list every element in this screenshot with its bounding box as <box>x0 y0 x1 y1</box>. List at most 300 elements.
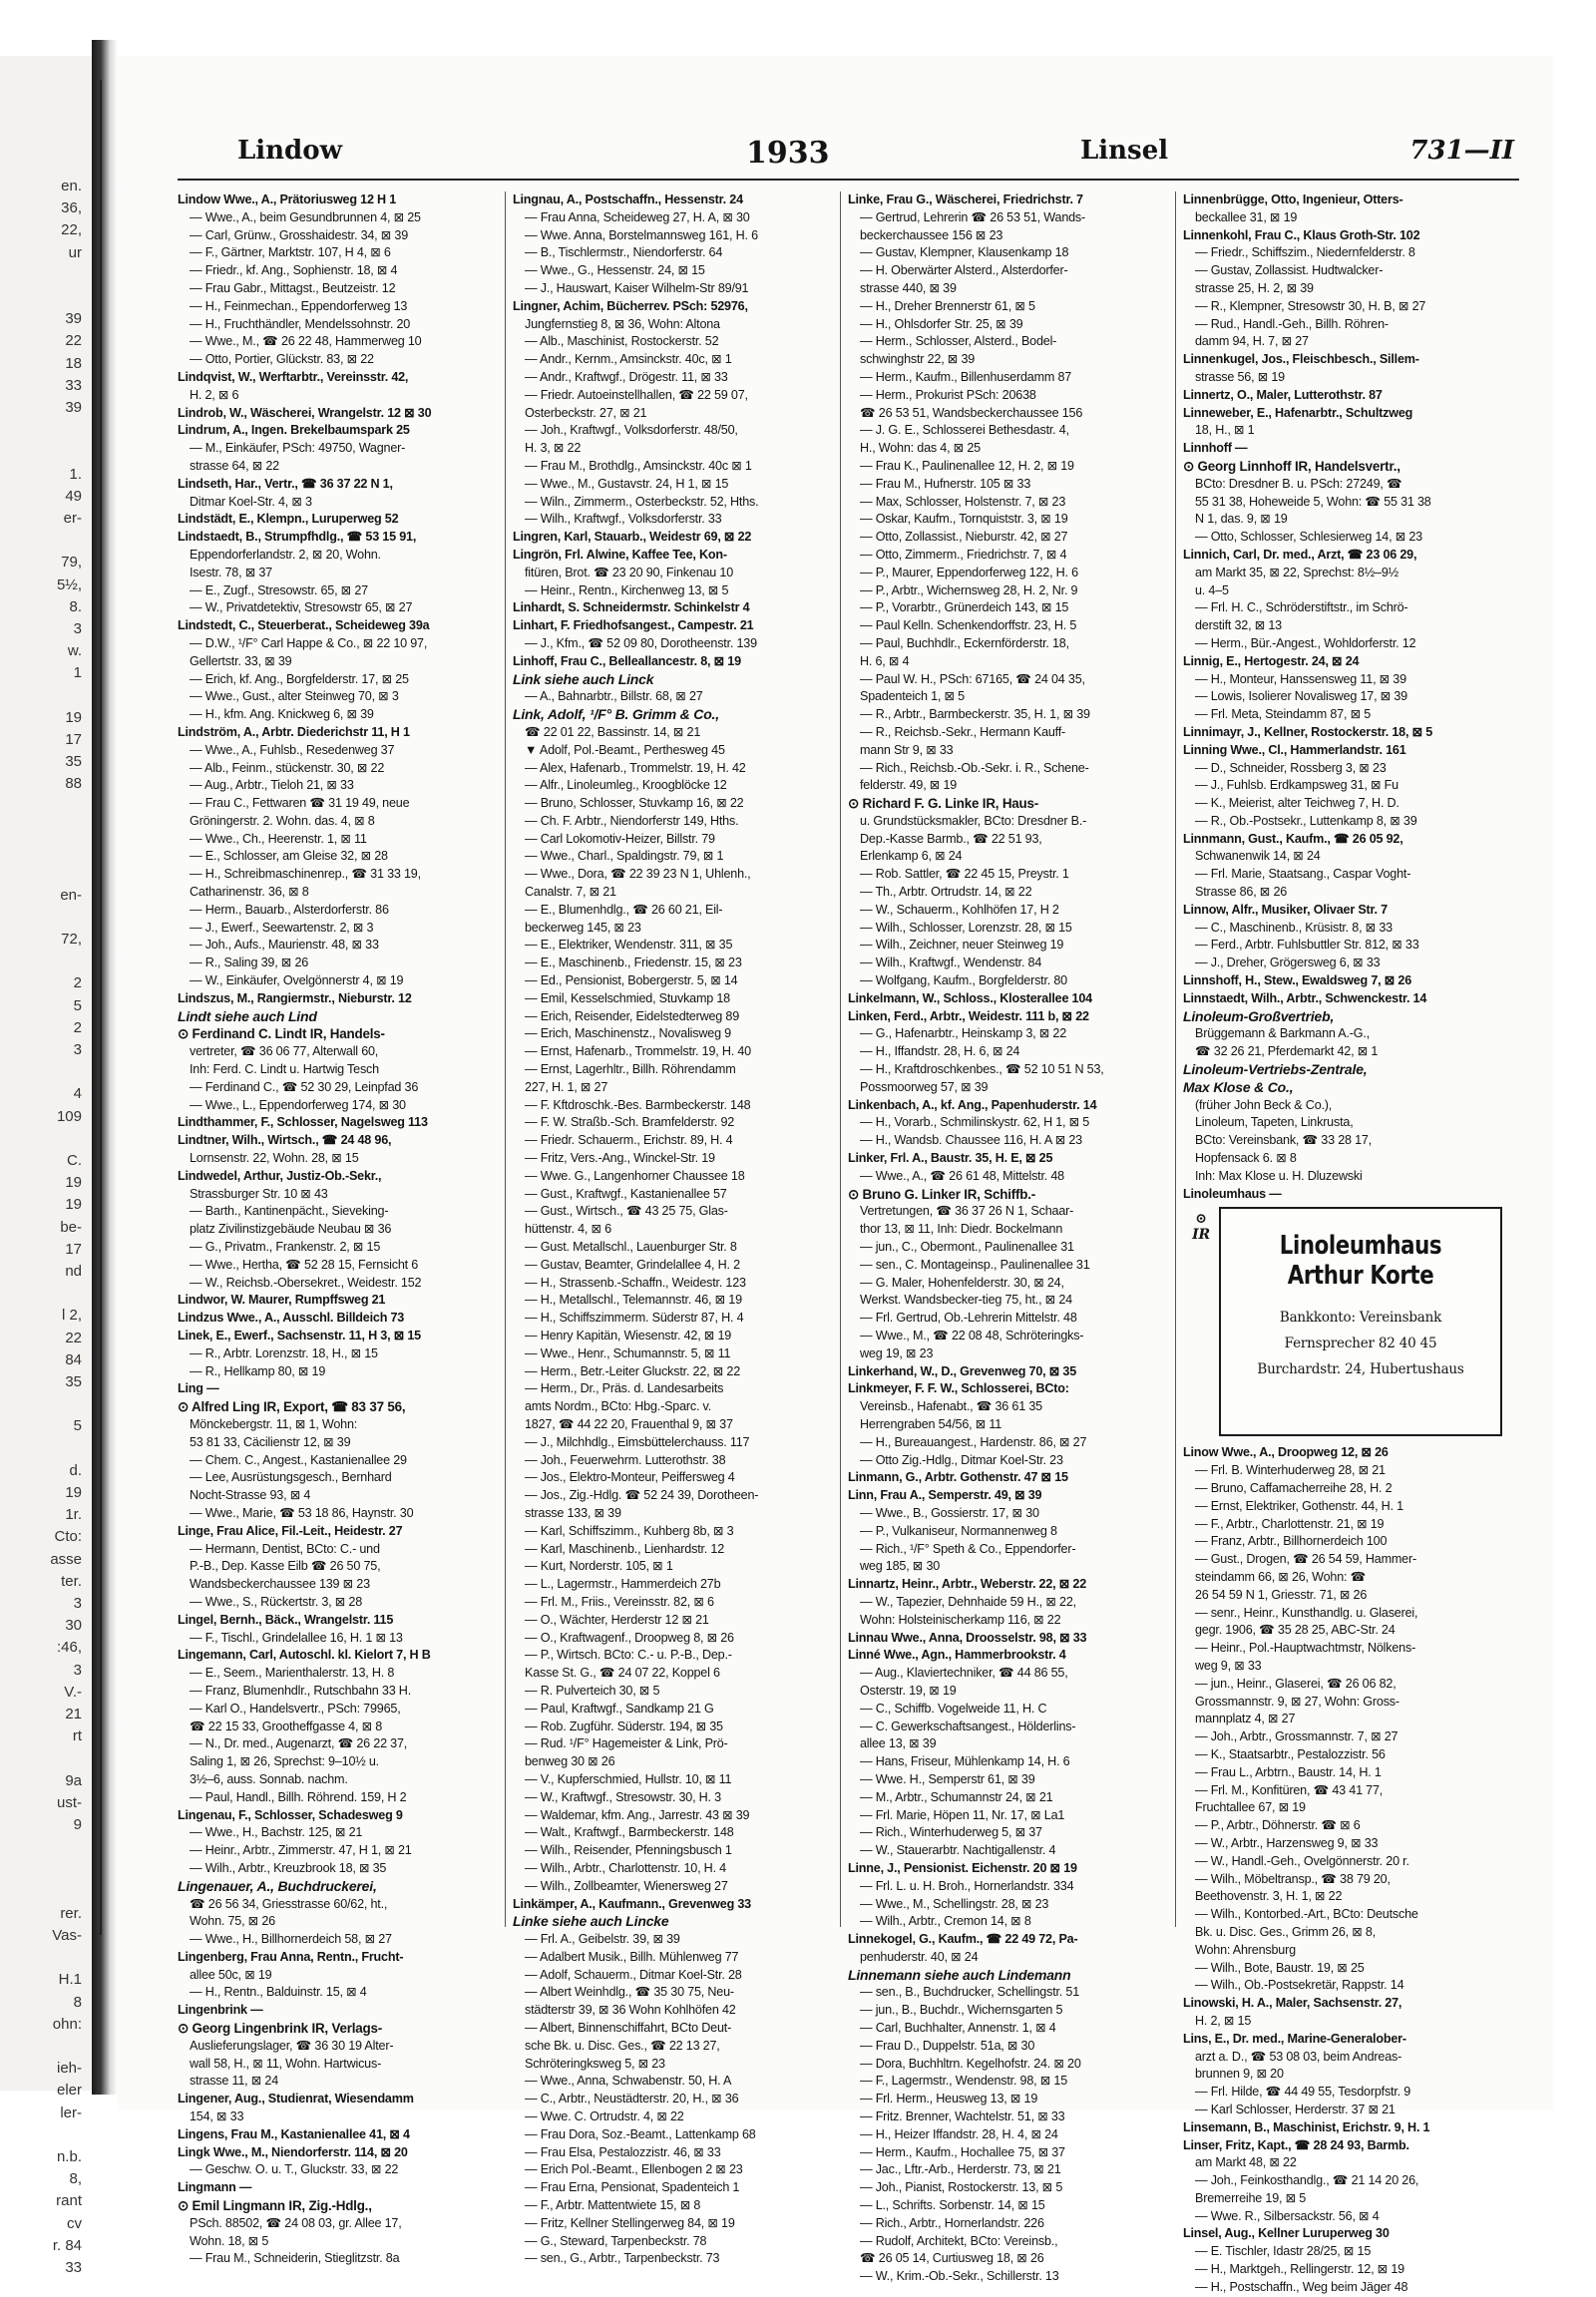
listing-continuation: — J., Milchhdlg., Eimsbüttelerchauss. 117 <box>525 1434 750 1449</box>
listing-continuation: — Rob. Zugführ. Süderstr. 194, ⊠ 35 <box>525 1719 723 1733</box>
listing-entry: Lingrön, Frl. Alwine, Kaffee Tee, Kon- <box>513 547 727 562</box>
fragment-line: en. <box>61 178 82 194</box>
page-number: 731—II <box>1409 136 1514 166</box>
listing-continuation: — Frl. L. u. H. Broh., Hornerlandstr. 334 <box>860 1878 1074 1893</box>
listing-entry: Lingenauer, A., Buchdruckerei, <box>178 1877 377 1894</box>
fragment-line: 17 <box>65 1240 82 1258</box>
listing-continuation: — Herm., Betr.-Leiter Gluckstr. 22, ⊠ 22 <box>525 1363 741 1378</box>
fragment-line: C. <box>67 1151 82 1169</box>
listing-continuation: — J., Kfm., ☎ 52 09 80, Dorotheenstr. 139 <box>525 635 757 650</box>
listing-entry: Linnshoff, H., Stew., Ewaldsweg 7, ⊠ 26 <box>1183 973 1412 988</box>
listing-continuation: amts Nordm., BCto: Hbg.-Sparc. v. <box>525 1399 712 1414</box>
listing-continuation: — W., Einkäufer, Ovelgönnerstr 4, ⊠ 19 <box>190 973 404 988</box>
listing-entry: Lindwor, W. Maurer, Rumpffsweg 21 <box>178 1293 386 1308</box>
listing-continuation: Vertretungen, ☎ 36 37 26 N 1, Schaar- <box>860 1204 1074 1219</box>
listing-continuation: — Henry Kapitän, Wiesenstr. 42, ⊠ 19 <box>525 1329 732 1342</box>
fragment-line: :46, <box>56 1639 82 1657</box>
listing-continuation: vertreter, ☎ 36 06 77, Alterwall 60, <box>190 1044 379 1059</box>
listing-continuation: — R., Saling 39, ⊠ 26 <box>190 956 309 970</box>
listing-continuation: u. 4–5 <box>1195 582 1229 597</box>
fragment-line: rant <box>56 2192 82 2210</box>
listing-continuation: ☎ 26 56 34, Griesstrasse 60/62, ht., <box>190 1896 388 1911</box>
listing-entry: Linnimayr, J., Kellner, Rostockerstr. 18, ⊠ 5 <box>1183 724 1433 739</box>
listing-continuation: — Frl. B. Winterhuderweg 28, ⊠ 21 <box>1195 1463 1386 1478</box>
listing-continuation: — Joh., Feinkosthandlg., ☎ 21 14 20 26, <box>1195 2173 1419 2188</box>
listing-continuation: Kasse St. G., ☎ 24 07 22, Koppel 6 <box>525 1666 720 1681</box>
listing-entry: Linsemann, B., Maschinist, Erichstr. 9, H. 1 <box>1183 2119 1430 2134</box>
listing-entry: Linoleum-Großvertrieb, <box>1183 1007 1335 1024</box>
listing-continuation: — P., Wirtsch. BCto: C.- u. P.-B., Dep.- <box>525 1648 732 1663</box>
listing-continuation: H. 2, ⊠ 6 <box>190 387 239 402</box>
listing-continuation: — Gustav, Beamter, Grindelallee 4, H. 2 <box>525 1257 740 1272</box>
listing-continuation: — Frau Erna, Pensionat, Spadenteich 1 <box>525 2180 740 2195</box>
listing-continuation: — Paul, Buchhdlr., Eckernförderstr. 18, <box>860 635 1069 650</box>
listing-continuation: — Friedr., kf. Ang., Sophienstr. 18, ⊠ 4 <box>190 263 398 278</box>
listing-continuation: fitüren, Brot. ☎ 23 20 90, Finkenau 10 <box>525 565 734 579</box>
listing-entry: Lindqvist, W., Werftarbtr., Vereinsstr. 42, <box>178 369 409 384</box>
fragment-line: 33 <box>65 2259 82 2277</box>
listing-continuation: — Wilh., Schlosser, Lorenzstr. 28, ⊠ 15 <box>860 920 1072 935</box>
listing-continuation: — W., Krim.-Ob.-Sekr., Schillerstr. 13 <box>860 2269 1059 2284</box>
fragment-line: 9 <box>73 1816 82 1834</box>
listing-continuation: Inh: Ferd. C. Lindt u. Hartwig Tesch <box>190 1062 379 1077</box>
directory-column-4 <box>1183 191 1504 2297</box>
listing-continuation: — Friedr. Autoeinstellhallen, ☎ 22 59 07, <box>525 387 748 402</box>
listing-continuation: — Rich., ¹/F° Speth & Co., Eppendorfer- <box>860 1541 1076 1556</box>
listing-continuation: — Heinr., Pol.-Hauptwachtmstr, Nölkens- <box>1195 1641 1416 1656</box>
listing-entry: Lingener, Aug., Studienrat, Wiesendamm <box>178 2092 414 2106</box>
listing-continuation: Mönckebergstr. 11, ⊠ 1, Wohn: <box>190 1416 358 1431</box>
listing-entry: Linker, Frl. A., Baustr. 35, H. E, ⊠ 25 <box>848 1151 1053 1166</box>
book-gutter <box>92 40 118 2095</box>
listing-continuation: — H., Feinmechan., Eppendorferweg 13 <box>190 298 408 313</box>
listing-continuation: — F., Gärtner, Marktstr. 107, H 4, ⊠ 6 <box>190 245 391 260</box>
fragment-line: 5½, <box>56 575 82 593</box>
listing-continuation: — E., Maschinenb., Friedenstr. 15, ⊠ 23 <box>525 956 742 970</box>
listing-continuation: — J., Dreher, Grögersweg 6, ⊠ 33 <box>1195 956 1381 970</box>
listing-continuation: Saling 1, ⊠ 26, Sprechst: 9–10½ u. <box>190 1754 379 1769</box>
fragment-line: 88 <box>65 775 82 793</box>
listing-entry: Linhardt, S. Schneidermstr. Schinkelstr 4 <box>513 600 750 615</box>
fragment-line <box>0 862 86 884</box>
previous-page-fragment <box>0 56 92 2277</box>
fragment-line <box>0 419 86 441</box>
listing-entry: Lindtner, Wilh., Wirtsch., ☎ 24 48 96, <box>178 1133 392 1148</box>
listing-continuation: Schröteringksweg 5, ⊠ 23 <box>525 2056 665 2071</box>
listing-continuation: Bk. u. Disc. Ges., Grimm 26, ⊠ 8, <box>1195 1924 1377 1939</box>
fragment-line <box>0 1283 86 1305</box>
listing-entry: Linkerhand, W., D., Grevenweg 70, ⊠ 35 <box>848 1363 1077 1378</box>
listing-continuation: — Carl, Grünw., Grosshaidestr. 34, ⊠ 39 <box>190 227 409 242</box>
listing-continuation: — Wilh., Zollbeamter, Wienersweg 27 <box>525 1878 728 1893</box>
listing-entry: Linnertz, O., Maler, Lutterothstr. 87 <box>1183 387 1383 402</box>
listing-continuation: beckerchaussee 156 ⊠ 23 <box>860 227 1003 242</box>
listing-continuation: — L., Lagermstr., Hammerdeich 27b <box>525 1577 721 1592</box>
listing-continuation: — H., kfm. Ang. Knickweg 6, ⊠ 39 <box>190 707 374 722</box>
listing-continuation: — Barth., Kantinenpächt., Sieveking- <box>190 1204 389 1219</box>
listing-continuation: H. 3, ⊠ 22 <box>525 441 582 456</box>
fragment-line: 109 <box>56 1107 82 1125</box>
fragment-line: ust- <box>56 1793 82 1811</box>
firm-listing: ⊙ Alfred Ling IR, Export, ☎ 83 37 56, <box>178 1399 406 1415</box>
fragment-line <box>0 1947 86 1969</box>
listing-continuation: — Wwe., Hertha, ☎ 52 28 15, Fernsicht 6 <box>190 1257 419 1272</box>
listing-continuation: — Frau M., Hufnerstr. 105 ⊠ 33 <box>860 476 1031 491</box>
fragment-line: be- <box>60 1218 82 1236</box>
listing-entry: Max Klose & Co., <box>1183 1078 1294 1095</box>
listing-continuation: — Herm., Schlosser, Alsterd., Bodel- <box>860 334 1057 349</box>
listing-continuation: — Hans, Friseur, Mühlenkamp 14, H. 6 <box>860 1754 1070 1769</box>
listing-continuation: Werkst. Wandsbecker-tieg 75, ht., ⊠ 24 <box>860 1293 1072 1308</box>
listing-continuation: — Erich Pol.-Beamt., Ellenbogen 2 ⊠ 23 <box>525 2162 743 2177</box>
listing-entry: Linnhoff — <box>1183 441 1248 456</box>
fragment-line: 5 <box>73 996 82 1014</box>
fragment-line: ler- <box>60 2104 82 2121</box>
fragment-line: 1r. <box>65 1506 82 1524</box>
fragment-line: d. <box>69 1461 82 1479</box>
fragment-line: ter. <box>61 1572 82 1590</box>
page-header <box>168 136 1514 176</box>
listing-continuation: — Wilh., Kraftwgf., Wendenstr. 84 <box>860 956 1042 970</box>
listing-continuation: 1827, ☎ 44 22 20, Frauenthal 9, ⊠ 37 <box>525 1416 733 1431</box>
listing-continuation: Dep.-Kasse Barmb., ☎ 22 51 93, <box>860 831 1042 846</box>
fragment-line <box>0 1128 86 1150</box>
fragment-line: 49 <box>65 487 82 505</box>
listing-continuation: — C., Arbtr., Neustädterstr. 20, H., ⊠ 36 <box>525 2092 739 2106</box>
listing-continuation: — Frl. Herm., Heusweg 13, ⊠ 19 <box>860 2092 1038 2106</box>
listing-continuation: — V., Kupferschmied, Hullstr. 10, ⊠ 11 <box>525 1771 732 1786</box>
fragment-line: 2 <box>73 1018 82 1036</box>
listing-continuation: Fruchtallee 67, ⊠ 19 <box>1195 1800 1306 1815</box>
fragment-line <box>0 840 86 862</box>
listing-entry: Lins, E., Dr. med., Marine-Generalober- <box>1183 2031 1406 2046</box>
listing-entry: Linken, Ferd., Arbtr., Weidestr. 111 b, ⊠ 22 <box>848 1008 1089 1023</box>
listing-entry: Linnmann, Gust., Kaufm., ☎ 26 05 92, <box>1183 831 1403 846</box>
listing-continuation: — Frau M., Schneiderin, Stieglitzstr. 8a <box>190 2251 400 2266</box>
listing-continuation: — Gust., Wirtsch., ☎ 43 25 75, Glas- <box>525 1204 728 1219</box>
listing-continuation: — Heinr., Rentn., Kirchenweg 13, ⊠ 5 <box>525 582 729 597</box>
listing-continuation: — Wwe., B., Gossierstr. 17, ⊠ 30 <box>860 1505 1039 1520</box>
fragment-line: 21 <box>65 1706 82 1723</box>
listing-continuation: — Karl, Schiffszimm., Kuhberg 8b, ⊠ 3 <box>525 1523 734 1538</box>
listing-continuation: — jun., Heinr., Glaserei, ☎ 26 06 82, <box>1195 1676 1396 1691</box>
listing-continuation: — W., Schauerm., Kohlhöfen 17, H 2 <box>860 902 1059 917</box>
listing-continuation: mann Str 9, ⊠ 33 <box>860 742 954 757</box>
listing-continuation: — Joh., Feuerwehrm. Lutterothstr. 38 <box>525 1452 726 1467</box>
listing-continuation: — Frau M., Brothdlg., Amsinckstr. 40c ⊠ 1 <box>525 458 752 473</box>
listing-entry: Lindwedel, Arthur, Justiz-Ob.-Sekr., <box>178 1168 382 1183</box>
listing-continuation: — P., Vorarbtr., Grünerdeich 143, ⊠ 15 <box>860 600 1069 615</box>
listing-entry: Lingk Wwe., M., Niendorferstr. 114, ⊠ 20 <box>178 2144 408 2159</box>
listing-continuation: — Jac., Lftr.-Arb., Herderstr. 73, ⊠ 21 <box>860 2162 1061 2177</box>
listing-entry: Linné Wwe., Agn., Hammerbrookstr. 4 <box>848 1648 1066 1663</box>
listing-continuation: — Frau D., Duppelstr. 51a, ⊠ 30 <box>860 2038 1035 2053</box>
listing-continuation: — senr., Heinr., Kunsthandlg. u. Glaserei, <box>1195 1605 1418 1620</box>
listing-continuation: — J., Ewerf., Seewartenstr. 2, ⊠ 3 <box>190 920 374 935</box>
listing-continuation: — W., Stauerarbtr. Nachtigallenstr. 4 <box>860 1843 1056 1858</box>
listing-entry: Lindseth, Har., Vertr., ☎ 36 37 22 N 1, <box>178 476 393 491</box>
listing-continuation: — Fritz. Brenner, Wachtelstr. 51, ⊠ 33 <box>860 2109 1065 2124</box>
listing-continuation: beckallee 31, ⊠ 19 <box>1195 209 1298 224</box>
listing-continuation: — Wilh., Arbtr., Kreuzbrook 18, ⊠ 35 <box>190 1860 387 1875</box>
fragment-line: 3 <box>73 1040 82 1058</box>
listing-continuation: — Wwe., A., ☎ 26 61 48, Mittelstr. 48 <box>860 1168 1064 1183</box>
listing-entry: Linnstaedt, Wilh., Arbtr., Schwenckestr. 14 <box>1183 990 1427 1005</box>
listing-continuation: — Bruno, Caffamacherreihe 28, H. 2 <box>1195 1481 1393 1496</box>
listing-continuation: — W., Arbtr., Harzensweg 9, ⊠ 33 <box>1195 1835 1379 1850</box>
listing-continuation: Isestr. 78, ⊠ 37 <box>190 565 272 579</box>
linoleumhaus-advertisement <box>1192 1207 1502 1436</box>
header-rule <box>178 179 1519 181</box>
listing-continuation: — Frau Anna, Scheideweg 27, H. A, ⊠ 30 <box>525 209 750 224</box>
listing-entry: Linkelmann, W., Schloss., Klosterallee 104 <box>848 990 1092 1005</box>
listing-entry: Linkenbach, A., kf. Ang., Papenhuderstr. 14 <box>848 1097 1097 1112</box>
column-divider <box>505 191 506 1927</box>
listing-continuation: N 1, das. 9, ⊠ 19 <box>1195 512 1288 527</box>
listing-continuation: BCto: Dresdner B. u. PSch: 27249, ☎ <box>1195 476 1402 491</box>
fragment-line: 1. <box>69 465 82 483</box>
listing-continuation: — F., Arbtr. Mattentwiete 15, ⊠ 8 <box>525 2198 701 2213</box>
listing-continuation: — H., Rentn., Balduinstr. 15, ⊠ 4 <box>190 1985 367 2000</box>
listing-continuation: — Bruno, Schlosser, Stuvkamp 16, ⊠ 22 <box>525 796 744 811</box>
listing-continuation: — G. Maler, Hohenfelderstr. 30, ⊠ 24, <box>860 1275 1064 1290</box>
listing-entry: Lingenberg, Frau Anna, Rentn., Frucht- <box>178 1949 404 1964</box>
listing-continuation: — Rich., Winterhuderweg 5, ⊠ 37 <box>860 1825 1042 1840</box>
listing-continuation: wall 58, H., ⊠ 11, Wohn. Hartwicus- <box>190 2056 382 2071</box>
listing-entry: Linkämper, A., Kaufmann., Grevenweg 33 <box>513 1896 751 1911</box>
listing-continuation: — P., Maurer, Eppendorferweg 122, H. 6 <box>860 565 1078 579</box>
listing-entry: Linke, Frau G., Wäscherei, Friedrichstr. 7 <box>848 192 1083 206</box>
listing-continuation: — Alb., Feinm., stückenstr. 30, ⊠ 22 <box>190 760 385 775</box>
listing-continuation: — Wwe., H., Billhornerdeich 58, ⊠ 27 <box>190 1932 392 1947</box>
listing-continuation: — Wwe., Marie, ☎ 53 18 86, Haynstr. 30 <box>190 1505 414 1520</box>
listing-continuation: — Friedr. Schauerm., Erichstr. 89, H. 4 <box>525 1133 733 1148</box>
listing-continuation: — E., Zugf., Stresowstr. 65, ⊠ 27 <box>190 582 368 597</box>
listing-entry: Linhoff, Frau C., Belleallancestr. 8, ⊠ 19 <box>513 653 741 668</box>
listing-continuation: — Adalbert Musik., Billh. Mühlenweg 77 <box>525 1949 739 1964</box>
listing-continuation: — Frau C., Fettwaren ☎ 31 19 49, neue <box>190 796 410 811</box>
listing-continuation: — Wwe., Anna, Schwabenstr. 50, H. A <box>525 2074 732 2089</box>
listing-entry: Linnig, E., Hertogestr. 24, ⊠ 24 <box>1183 653 1360 668</box>
fragment-line <box>0 2036 86 2058</box>
listing-continuation: — Wwe., S., Rückertstr. 3, ⊠ 28 <box>190 1594 363 1609</box>
header-year: 1933 <box>746 136 830 171</box>
firm-marker: ⊙ IR <box>1192 1211 1210 1244</box>
listing-continuation: — D.W., ¹/F° Carl Happe & Co., ⊠ 22 10 97, <box>190 635 428 650</box>
fragment-line: 22 <box>65 332 82 350</box>
fragment-line: 9a <box>65 1771 82 1789</box>
listing-continuation: — Frl. A., Geibelstr. 39, ⊠ 39 <box>525 1932 680 1947</box>
listing-continuation: — Emil, Kesselschmied, Stuvkamp 18 <box>525 990 730 1005</box>
listing-continuation: — J. G. E., Schlosserei Bethesdastr. 4, <box>860 423 1069 438</box>
fragment-line: n.b. <box>56 2148 82 2166</box>
listing-entry: Lindstaedt, B., Strumpfhdlg., ☎ 53 15 91, <box>178 530 417 545</box>
directory-column-3 <box>848 191 1169 2286</box>
listing-continuation: — O., Wächter, Herderstr 12 ⊠ 21 <box>525 1612 709 1627</box>
listing-continuation: — Frau K., Paulinenallee 12, H. 2, ⊠ 19 <box>860 458 1074 473</box>
header-first-name: Lindow <box>237 136 342 166</box>
listing-continuation: — Adolf, Schauerm., Ditmar Koel-Str. 28 <box>525 1967 742 1982</box>
fragment-line: 79, <box>61 554 82 572</box>
listing-continuation: — Rud. ¹/F° Hagemeister & Link, Prö- <box>525 1736 728 1751</box>
listing-continuation: — Wilh., Bote, Baustr. 19, ⊠ 25 <box>1195 1960 1365 1975</box>
listing-continuation: beckerweg 145, ⊠ 23 <box>525 920 641 935</box>
listing-continuation: Lornsenstr. 22, Wohn. 28, ⊠ 15 <box>190 1151 359 1166</box>
listing-continuation: — Jos., Elektro-Monteur, Peiffersweg 4 <box>525 1470 735 1485</box>
listing-continuation: H. 2, ⊠ 15 <box>1195 2013 1252 2028</box>
listing-continuation: — H., Fruchthändler, Mendelssohnstr. 20 <box>190 316 411 331</box>
listing-entry: Linsel, Aug., Kellner Luruperweg 30 <box>1183 2226 1390 2241</box>
listing-continuation: — K., Staatsarbtr., Pestalozzistr. 56 <box>1195 1746 1386 1761</box>
listing-continuation: — A., Bahnarbtr., Billstr. 68, ⊠ 27 <box>525 689 703 704</box>
listing-continuation: 55 31 38, Hoheweide 5, Wohn: ☎ 55 31 38 <box>1195 494 1431 509</box>
listing-continuation: — Frl. Marie, Höpen 11, Nr. 17, ⊠ La1 <box>860 1807 1065 1822</box>
listing-continuation: 18, H., ⊠ 1 <box>1195 423 1255 438</box>
listing-entry: Linke siehe auch Lincke <box>513 1913 669 1930</box>
listing-entry: Lingmann — <box>178 2180 252 2195</box>
listing-continuation: — Gustav, Klempner, Klausenkamp 18 <box>860 245 1069 260</box>
listing-continuation: — Frl. Hilde, ☎ 44 49 55, Tesdorpfstr. 9 <box>1195 2085 1411 2100</box>
ad-title-line-2: Arthur Korte <box>1287 1261 1434 1292</box>
listing-continuation: — Andr., Kraftwgf., Drögestr. 11, ⊠ 33 <box>525 369 728 384</box>
listing-continuation: — Jos., Zig.-Hdlg. ☎ 52 24 39, Dorotheen- <box>525 1488 759 1503</box>
fragment-line <box>0 907 86 929</box>
listing-continuation: — Wwe., Henr., Schumannstr. 5, ⊠ 11 <box>525 1345 731 1360</box>
listing-continuation: Brüggemann & Barkmann A.-G., <box>1195 1026 1370 1041</box>
listing-continuation: am Markt 48, ⊠ 22 <box>1195 2155 1297 2170</box>
listing-continuation: — Herm., Kaufm., Hochallee 75, ⊠ 37 <box>860 2144 1065 2159</box>
listing-continuation: 227, H. 1, ⊠ 27 <box>525 1079 608 1094</box>
fragment-line: 8 <box>73 1993 82 2011</box>
listing-continuation: — Frau Dora, Soz.-Beamt., Lattenkamp 68 <box>525 2126 756 2141</box>
listing-continuation: — E., Elektriker, Wendenstr. 311, ⊠ 35 <box>525 938 733 953</box>
listing-continuation: — W., Handl.-Geh., Ovelgönnerstr. 20 r. <box>1195 1853 1409 1868</box>
previous-page-text <box>0 176 86 2279</box>
listing-continuation: — H., Vorarb., Schmilinskystr. 62, H 1, ⊠ 5 <box>860 1115 1090 1130</box>
column-divider <box>840 191 841 1927</box>
listing-continuation: — H., Strassenb.-Schaffn., Weidestr. 123 <box>525 1275 746 1290</box>
listing-continuation: — Wwe., G., Hessenstr. 24, ⊠ 15 <box>525 263 705 278</box>
fragment-line: 3 <box>73 1595 82 1612</box>
listing-continuation: — Wilh., Arbtr., Charlottenstr. 10, H. 4 <box>525 1860 726 1875</box>
fragment-line: Cto: <box>54 1528 82 1546</box>
listing-continuation: Osterbeckstr. 27, ⊠ 21 <box>525 405 647 420</box>
listing-entry: Lindrum, A., Ingen. Brekelbaumspark 25 <box>178 423 410 438</box>
listing-continuation: — Wilh., Reisender, Pfenningsbusch 1 <box>525 1843 732 1858</box>
listing-continuation: — Karl, Maschinenb., Lienhardstr. 12 <box>525 1541 725 1556</box>
listing-continuation: H. 6, ⊠ 4 <box>860 653 910 668</box>
listing-continuation: allee 13, ⊠ 39 <box>860 1736 937 1751</box>
listing-continuation: — H., Ohlsdorfer Str. 25, ⊠ 39 <box>860 316 1023 331</box>
listing-entry: Linnenbrügge, Otto, Ingenieur, Otters- <box>1183 192 1403 206</box>
listing-continuation: — E., Schlosser, am Gleise 32, ⊠ 28 <box>190 849 388 864</box>
listing-continuation: — Ferdinand C., ☎ 52 30 29, Leinpfad 36 <box>190 1079 419 1094</box>
listing-continuation: — Herm., Kaufm., Billenhuserdamm 87 <box>860 369 1072 384</box>
listing-continuation: felderstr. 49, ⊠ 19 <box>860 778 958 793</box>
fragment-line: ohn: <box>52 2015 82 2033</box>
listing-continuation: strasse 25, H. 2, ⊠ 39 <box>1195 280 1314 295</box>
listing-entry: Lindstädt, E., Klempn., Luruperweg 52 <box>178 512 399 527</box>
listing-continuation: — F., Lagermstr., Wendenstr. 98, ⊠ 15 <box>860 2074 1068 2089</box>
listing-entry: Linowski, H. A., Maler, Sachsenstr. 27, <box>1183 1996 1402 2011</box>
listing-entry: Linge, Frau Alice, Fil.-Leit., Heidestr. 27 <box>178 1523 403 1538</box>
listing-entry: Linnow, Alfr., Musiker, Olivaer Str. 7 <box>1183 902 1388 917</box>
listing-continuation: — Gust., Drogen, ☎ 26 54 59, Hammer- <box>1195 1552 1416 1567</box>
listing-continuation: ☎ 26 05 14, Curtiusweg 18, ⊠ 26 <box>860 2251 1044 2266</box>
listing-continuation: — H., Schiffszimmerm. Süderstr 87, H. 4 <box>525 1311 744 1326</box>
listing-continuation: Nocht-Strasse 93, ⊠ 4 <box>190 1488 311 1503</box>
listing-continuation: städterstr 39, ⊠ 36 Wohn Kohlhöfen 42 <box>525 2003 736 2018</box>
listing-continuation: — H., Postschaffn., Weg beim Jäger 48 <box>1195 2279 1408 2294</box>
listing-continuation: ▼ Adolf, Pol.-Beamt., Perthesweg 45 <box>525 742 725 757</box>
fragment-line: r. 84 <box>52 2236 82 2254</box>
listing-continuation: — D., Schneider, Rossberg 3, ⊠ 23 <box>1195 760 1387 775</box>
listing-continuation: — E., Seem., Marienthalerstr. 13, H. 8 <box>190 1666 395 1681</box>
listing-continuation: — R., Hellkamp 80, ⊠ 19 <box>190 1363 326 1378</box>
fragment-line: 8, <box>69 2170 82 2188</box>
listing-continuation: weg 185, ⊠ 30 <box>860 1559 941 1574</box>
listing-continuation: — Wwe., Gust., alter Steinweg 70, ⊠ 3 <box>190 689 399 704</box>
listing-continuation: Erlenkamp 6, ⊠ 24 <box>860 849 963 864</box>
fragment-line: rer. <box>60 1904 82 1922</box>
listing-continuation: Herrengraben 54/56, ⊠ 11 <box>860 1416 1002 1431</box>
fragment-line: 19 <box>65 708 82 726</box>
listing-continuation: — Joh., Kraftwgf., Volksdorferstr. 48/50, <box>525 423 738 438</box>
listing-continuation: — Walt., Kraftwgf., Barmbeckerstr. 148 <box>525 1825 734 1840</box>
listing-continuation: — Frau Gabr., Mittagst., Beutzeistr. 12 <box>190 280 396 295</box>
listing-continuation: — C., Maschinenb., Krüsistr. 8, ⊠ 33 <box>1195 920 1393 935</box>
listing-entry: Linneweber, E., Hafenarbtr., Schultzweg <box>1183 405 1413 420</box>
listing-continuation: — Hermann, Dentist, BCto: C.- und <box>190 1541 380 1556</box>
listing-continuation: (früher John Beck & Co.), <box>1195 1097 1333 1112</box>
listing-continuation: — Karl O., Handelsvertr., PSch: 79965, <box>190 1701 401 1716</box>
listing-continuation: sche Bk. u. Disc. Ges., ☎ 22 13 27, <box>525 2038 720 2053</box>
listing-continuation: strasse 11, ⊠ 24 <box>190 2074 279 2089</box>
listing-continuation: H., Wohn: das 4, ⊠ 25 <box>860 441 981 456</box>
directory-column-2 <box>513 191 834 2268</box>
listing-continuation: — Wwe., Dora, ☎ 22 39 23 N 1, Uhlenh., <box>525 867 751 882</box>
fragment-line <box>0 1438 86 1460</box>
listing-continuation: Bremerreihe 19, ⊠ 5 <box>1195 2190 1307 2205</box>
listing-continuation: — J., Fuhlsb. Erdkampsweg 31, ⊠ Fu <box>1195 778 1398 793</box>
listing-continuation: — Wwe., A., beim Gesundbrunnen 4, ⊠ 25 <box>190 209 421 224</box>
listing-continuation: hüttenstr. 4, ⊠ 6 <box>525 1222 611 1237</box>
listing-continuation: — Alb., Maschinist, Rostockerstr. 52 <box>525 334 719 349</box>
fragment-line: ur <box>68 243 82 261</box>
listing-continuation: Linoleum, Tapeten, Linkrusta, <box>1195 1115 1354 1130</box>
listing-continuation: Grossmannstr. 9, ⊠ 27, Wohn: Gross- <box>1195 1694 1399 1709</box>
listing-continuation: — Paul Kelln. Schenkendorffstr. 23, H. 5 <box>860 618 1077 633</box>
fragment-line: 84 <box>65 1350 82 1368</box>
listing-entry: Linoleumhaus — <box>1183 1186 1282 1201</box>
firm-listing: ⊙ Richard F. G. Linke IR, Haus- <box>848 796 1039 812</box>
listing-continuation: Wohn. 18, ⊠ 5 <box>190 2233 269 2248</box>
listing-continuation: — Karl Schlosser, Herderstr. 37 ⊠ 21 <box>1195 2102 1396 2116</box>
listing-continuation: — Heinr., Arbtr., Zimmerstr. 47, H 1, ⊠ 21 <box>190 1843 412 1858</box>
listing-entry: Linnartz, Heinr., Arbtr., Weberstr. 22, ⊠ 22 <box>848 1577 1087 1592</box>
listing-continuation: Eppendorferlandstr. 2, ⊠ 20, Wohn. <box>190 547 381 562</box>
listing-continuation: Inh: Max Klose u. H. Dluzewski <box>1195 1168 1363 1183</box>
firm-listing: ⊙ Georg Lingenbrink IR, Verlags- <box>178 2021 382 2037</box>
listing-continuation: — Wwe., Ch., Heerenstr. 1, ⊠ 11 <box>190 831 367 846</box>
listing-continuation: — Gust., Kraftwgf., Kastanienallee 57 <box>525 1186 727 1201</box>
listing-continuation: — H., Heizer Iffandstr. 28, H. 4, ⊠ 24 <box>860 2126 1058 2141</box>
listing-continuation: — sen., C. Montageinsp., Paulinenallee 31 <box>860 1257 1090 1272</box>
listing-entry: Linnekogel, G., Kaufm., ☎ 22 49 72, Pa- <box>848 1932 1078 1947</box>
listing-continuation: Schwanenwik 14, ⊠ 24 <box>1195 849 1321 864</box>
listing-continuation: — Andr., Kernm., Amsinckstr. 40c, ⊠ 1 <box>525 352 732 367</box>
listing-entry: Lindthammer, F., Schlosser, Nagelsweg 113 <box>178 1115 428 1130</box>
